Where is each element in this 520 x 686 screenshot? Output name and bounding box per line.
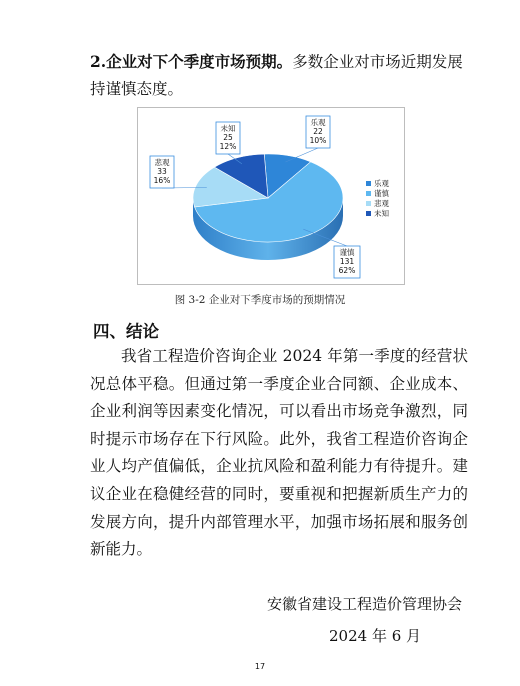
pie-chart <box>137 107 405 285</box>
signature: 安徽省建设工程造价管理协会 <box>266 595 462 613</box>
section-2-heading: 2.企业对下个季度市场预期。 <box>90 52 293 71</box>
callout-value-1: 131 <box>339 257 355 266</box>
legend-label-3: 未知 <box>374 209 389 218</box>
pie-chart-svg <box>138 108 404 284</box>
legend-swatch-2 <box>366 201 371 206</box>
legend-swatch-3 <box>366 211 371 216</box>
legend-swatch-1 <box>366 191 371 196</box>
legend-label-0: 乐观 <box>374 179 389 188</box>
legend-swatch-0 <box>366 181 371 186</box>
legend-label-2: 悲观 <box>374 199 389 208</box>
callout-label-3: 未知 <box>220 124 236 133</box>
callout-value-0: 22 <box>313 127 323 136</box>
callout-percent-2: 16% <box>153 176 171 185</box>
page-number: 17 <box>254 662 266 671</box>
callout-percent-0: 10% <box>309 136 327 145</box>
figure-caption: 图 3-2 企业对下季度市场的预期情况 <box>174 294 346 306</box>
callout-label-2: 悲观 <box>154 158 170 167</box>
section-2-paragraph <box>90 48 470 103</box>
callout-label-1: 谨慎 <box>339 248 355 257</box>
callout-label-0: 乐观 <box>310 118 326 127</box>
legend-label-1: 谨慎 <box>374 189 389 198</box>
section-2-text: 多数企业对市场近期发展持谨慎态度。 <box>90 53 463 98</box>
callout-value-2: 33 <box>157 167 167 176</box>
callout-0 <box>286 116 331 162</box>
conclusion-paragraph: 我省工程造价咨询企业 2024 年第一季度的经营状况总体平稳。但通过第一季度企业合同额、企业成本、企业利润等因素变化情况，可以看出市场竞争激烈，同时提示市场存在下行风险。此外，我省工程造价咨询企业人均产值偏低，企业抗风险和盈利能力有待提升。建议企业在稳健经营的同时，要重视和把握新质生产力的发展方向，提升内部管理水平，加强市场拓展和服务创新能力。 <box>90 347 468 559</box>
section-4-heading: 四、结论 <box>93 322 159 341</box>
callout-value-3: 25 <box>223 133 233 142</box>
callout-percent-3: 12% <box>219 142 237 151</box>
callout-percent-1: 62% <box>338 266 356 275</box>
date: 2024 年 6 月 <box>329 627 422 645</box>
